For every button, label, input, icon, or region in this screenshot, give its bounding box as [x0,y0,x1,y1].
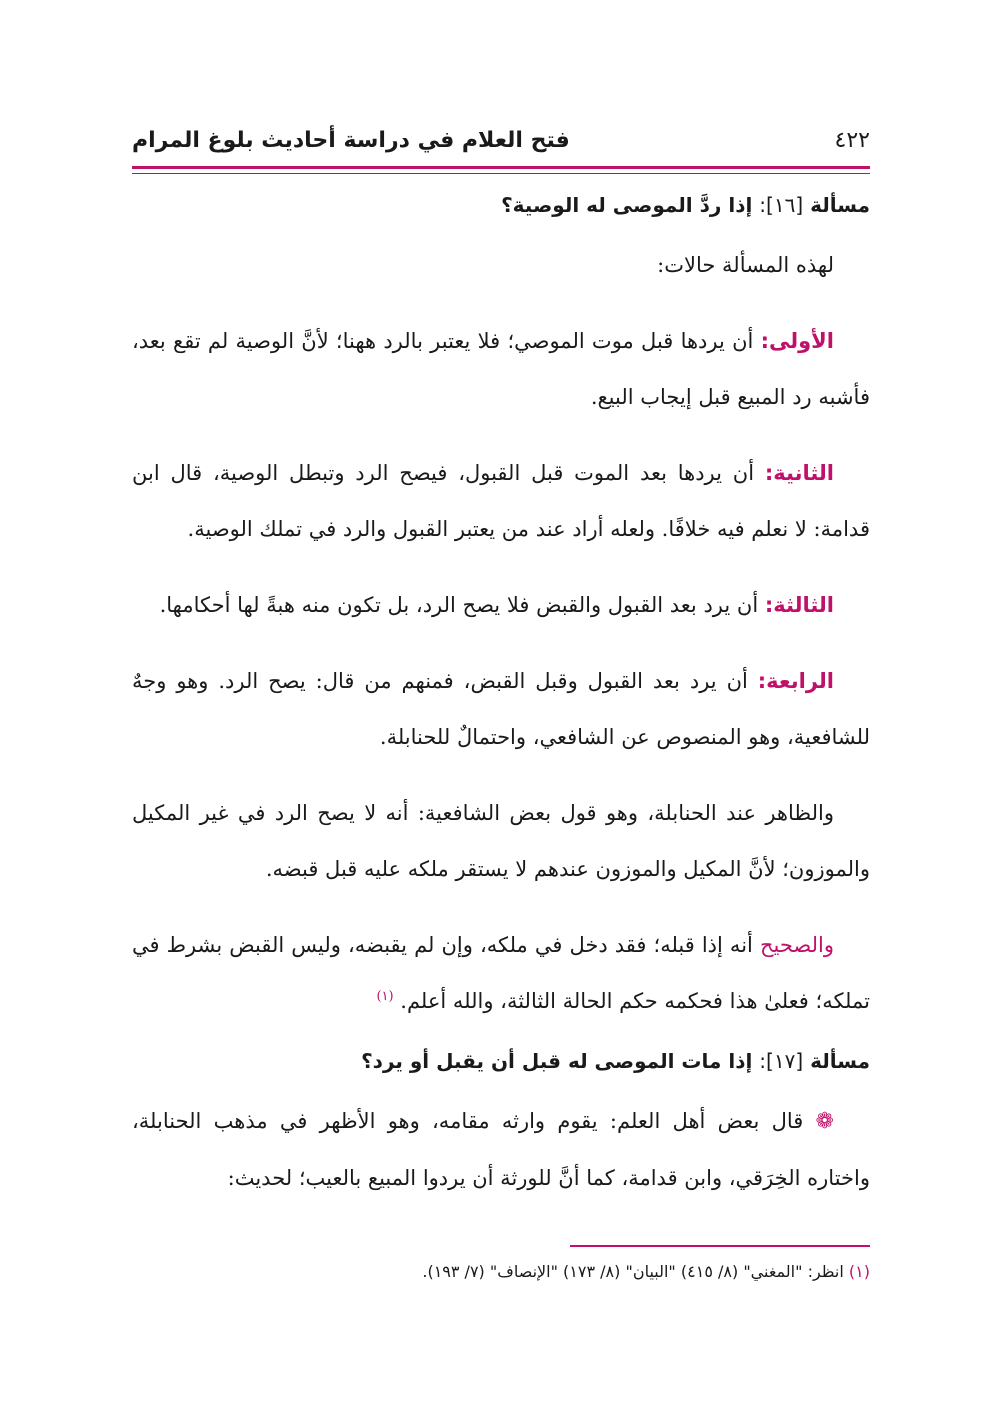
case-second-text: أن يردها بعد الموت قبل القبول، فيصح الرد وتبطل الوصية، قال ابن قدامة: لا نعلم فيه خلافًا. ولعله أراد عند من يعتبر القبول والرد في تملك الوصية. [132,461,870,541]
intro-paragraph: لهذه المسألة حالات: [657,253,834,277]
masala-number: [١٧]: [759,1049,804,1073]
page-header [132,122,870,162]
sahih-label: والصحيح [759,933,834,957]
case-first-paragraph [132,313,870,425]
case-third-paragraph [132,577,870,633]
case-fourth-label: الرابعة: [757,669,834,693]
footnote-number: (١) [848,1262,870,1281]
masala-title: إذا ردَّ الموصى له الوصية؟ [501,193,753,217]
case-first-text: أن يردها قبل موت الموصي؛ فلا يعتبر بالرد ههنا؛ لأنَّ الوصية لم تقع بعد، فأشبه رد المبيع قبل إيجاب البيع. [132,329,870,409]
case-third-label: الثالثة: [764,593,834,617]
masala-title: إذا مات الموصى له قبل أن يقبل أو يرد؟ [361,1049,753,1073]
page-body [132,185,870,1226]
sahih-paragraph [132,917,870,1029]
masala-16-heading [132,193,870,217]
masala-17-heading [132,1049,870,1073]
case-fourth-text: أن يرد بعد القبول وقبل القبض، فمنهم من قال: يصح الرد. وهو وجهٌ للشافعية، وهو المنصوص عن الشافعي، واحتمالٌ للحنابلة. [132,669,870,749]
header-rule-thin [132,173,870,174]
masala-number: [١٦]: [759,193,804,217]
footnote [132,1262,870,1281]
flower-ornament-icon: ❁ [815,1109,834,1134]
masala-label: مسألة [810,193,870,217]
footnote-separator [570,1245,870,1247]
qala-text: قال بعض أهل العلم: يقوم وارثه مقامه، وهو الأظهر في مذهب الحنابلة، واختاره الخِرَقي، وابن قدامة، كما أنَّ للورثة أن يردوا المبيع بالعيب؛ لحديث: [132,1109,870,1190]
qala-paragraph [132,1093,870,1206]
case-first-label: الأولى: [760,329,834,353]
case-second-paragraph [132,445,870,557]
case-fourth-paragraph [132,653,870,765]
page-number: ٤٢٢ [834,128,870,153]
masala-label: مسألة [810,1049,870,1073]
footnote-reference[interactable]: (١) [376,989,394,1004]
case-third-text: أن يرد بعد القبول والقبض فلا يصح الرد، بل تكون منه هبةً لها أحكامها. [159,593,759,617]
case-second-label: الثانية: [764,461,834,485]
header-rule-thick [132,166,870,169]
sahih-text: أنه إذا قبله؛ فقد دخل في ملكه، وإن لم يقبضه، وليس القبض بشرط في تملكه؛ فعلىٰ هذا فحكمه حكم الحالة الثالثة، والله أعلم. [132,933,870,1013]
zahir-paragraph: والظاهر عند الحنابلة، وهو قول بعض الشافعية: أنه لا يصح الرد في غير المكيل والموزون؛ لأنَّ المكيل والموزون عندهم لا يستقر ملكه عليه قبل قبضه. [132,801,870,881]
book-title: فتح العلام في دراسة أحاديث بلوغ المرام [132,128,570,153]
footnote-text: انظر: "المغني" (٨/ ٤١٥) "البيان" (٨/ ١٧٣) "الإنصاف" (٧/ ١٩٣). [422,1262,844,1281]
